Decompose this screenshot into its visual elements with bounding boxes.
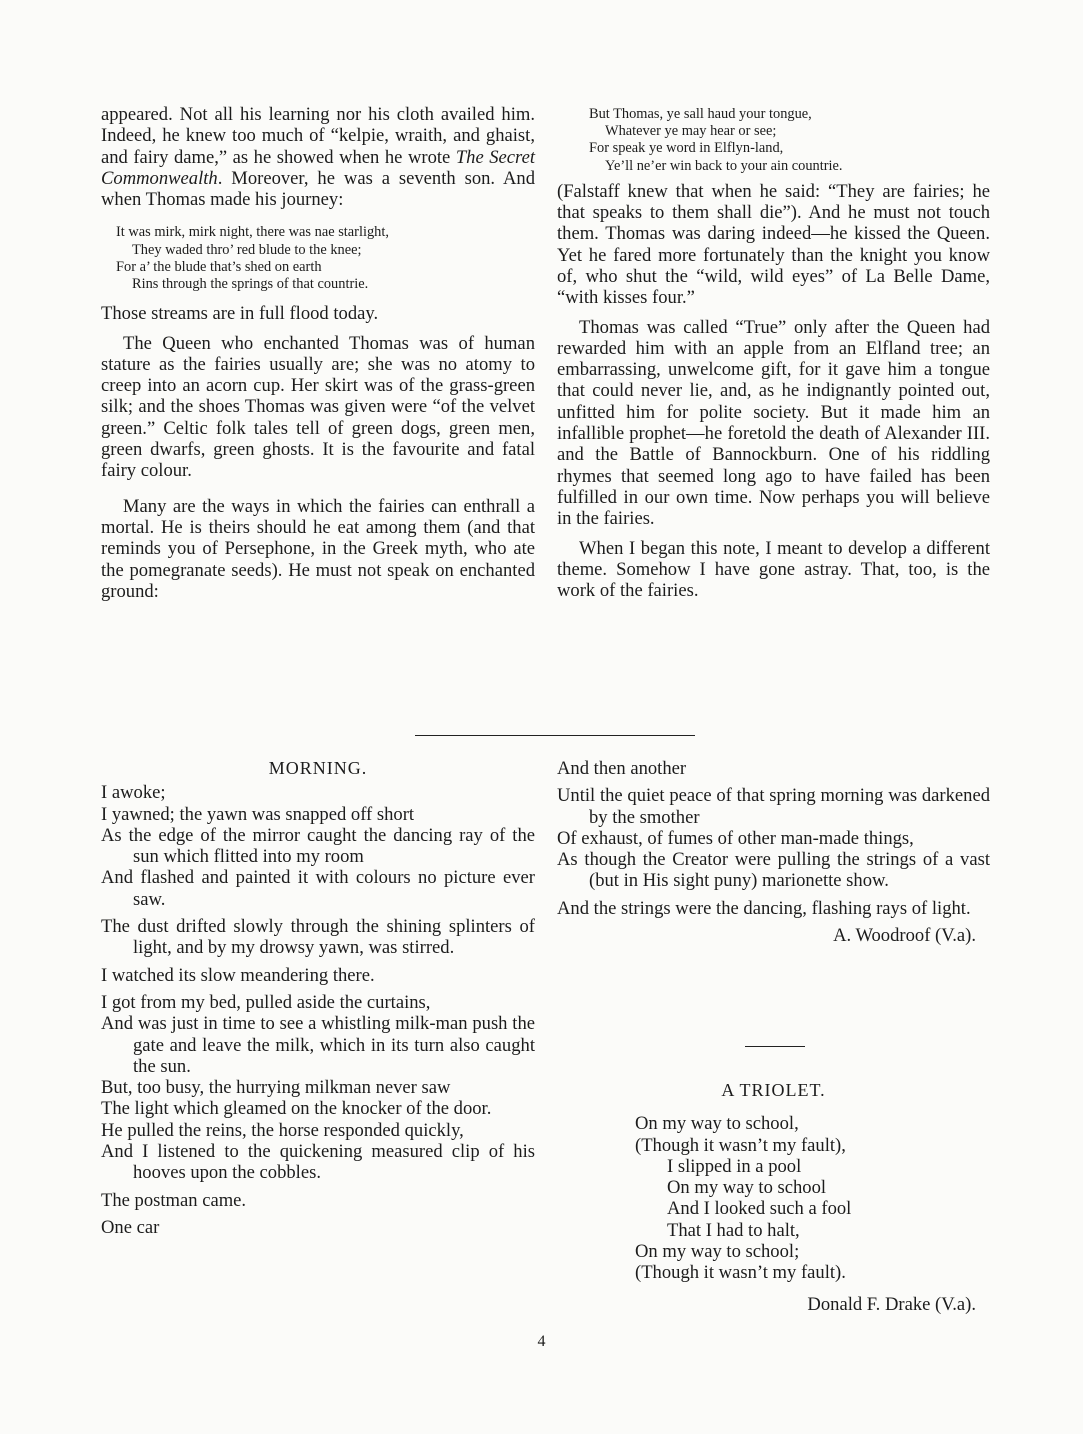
- poem-line: And then another: [557, 758, 687, 779]
- essay-left-column: [101, 104, 535, 602]
- poem-line: And flashed and painted it with colours no picture ever saw.: [101, 867, 535, 910]
- section-divider: [415, 735, 695, 736]
- poem-title: A TRIOLET.: [721, 1080, 826, 1100]
- poem-line: The light which gleamed on the knocker of the door.: [101, 1098, 492, 1120]
- poem-line: I watched its slow meandering there.: [101, 964, 375, 986]
- poem-author: A. Woodroof (V.a).: [833, 925, 976, 947]
- verse-line: For speak ye word in Elflyn-land,: [589, 140, 784, 157]
- verse-line: It was mirk, mirk night, there was nae starlight,: [116, 224, 389, 241]
- poem-line: On my way to school,: [635, 1113, 799, 1135]
- essay-paragraph: Thomas was called “True” only after the Queen had rewarded him with an apple from an Elfland tree; an embarrassing, unwelcome gift, for it gave him a tongue that could never lie, and, as he indignantly pointed out, unfitted him for polite society. But it made him an infallible prophet—he foretold the death of Alexander III. and the Battle of Bannockburn. One of his riddling rhymes that seemed long ago to have failed has been fulfilled in our own time. Now perhaps you will believe in the fairies.: [557, 316, 990, 530]
- poem-line: And was just in time to see a whistling milk-man push the gate and leave the milk, which in its turn also caught the sun.: [101, 1013, 535, 1077]
- ballad-verse: [557, 106, 990, 175]
- poem-line: The postman came.: [101, 1189, 247, 1211]
- poem-line: And I listened to the quickening measured clip of his hooves upon the cobbles.: [101, 1141, 535, 1184]
- morning-poem-left: [101, 758, 535, 1244]
- essay-paragraph: Many are the ways in which the fairies can enthrall a mortal. He is theirs should he eat among them (and that reminds you of Persephone, in the Greek myth, who ate the pomegranate seeds). He must not speak on enchanted ground:: [101, 495, 535, 602]
- verse-line: Whatever ye may hear or see;: [605, 123, 777, 140]
- poem-line: And the strings were the dancing, flashing rays of light.: [557, 897, 971, 919]
- poem-line: Until the quiet peace of that spring morning was darkened by the smother: [557, 785, 990, 828]
- poem-line: On my way to school;: [635, 1241, 800, 1263]
- page-number: 4: [537, 1333, 546, 1350]
- poem-line: But, too busy, the hurrying milkman never saw: [101, 1077, 451, 1099]
- essay-paragraph: (Falstaff knew that when he said: “They are fairies; he that speaks to them shall die”). And he must not touch them. Thomas was daring indeed—he kissed the Queen. Yet he fared more fortunately than the knight you know of, who shut the “wild, wild eyes” of La Belle Dame, “with kisses four.”: [557, 180, 990, 309]
- poem-line: One car: [101, 1216, 160, 1238]
- poem-line: I awoke;: [101, 782, 166, 804]
- poem-line: I got from my bed, pulled aside the curtains,: [101, 991, 431, 1013]
- essay-paragraph: appeared. Not all his learning nor his cloth availed him. Indeed, he knew too much of “kelpie, wraith, and ghaist, and fairy dame,” as he showed when he wrote The Secret Commonwealth. Moreover, he was a seventh son. And when Thomas made his journey:: [101, 104, 535, 211]
- verse-line: For a’ the blude that’s shed on earth: [116, 258, 322, 275]
- short-divider: [745, 1046, 805, 1047]
- poem-line: I slipped in a pool: [667, 1155, 802, 1177]
- morning-poem-right: [557, 758, 990, 946]
- poem-line: And I looked such a fool: [667, 1198, 852, 1220]
- poem-line: He pulled the reins, the horse responded quickly,: [101, 1119, 464, 1141]
- poem-line: On my way to school: [667, 1177, 827, 1199]
- verse-line: But Thomas, ye sall haud your tongue,: [589, 106, 812, 122]
- triolet-poem: [557, 1080, 990, 1315]
- verse-line: Rins through the springs of that countrie.: [132, 276, 369, 293]
- poem-title: MORNING.: [268, 758, 368, 778]
- poem-line: That I had to halt,: [667, 1219, 800, 1241]
- verse-line: They waded thro’ red blude to the knee;: [132, 241, 362, 258]
- triolet-stanza: [557, 1113, 990, 1283]
- poem-line: (Though it wasn’t my fault).: [635, 1262, 846, 1284]
- essay-right-column: [557, 106, 990, 601]
- poem-line: Of exhaust, of fumes of other man-made things,: [557, 827, 914, 849]
- poem-line: The dust drifted slowly through the shining splinters of light, and by my drowsy yawn, was stirred.: [101, 916, 535, 959]
- verse-line: Ye’ll ne’er win back to your ain countrie.: [605, 157, 843, 174]
- poem-line: I yawned; the yawn was snapped off short: [101, 803, 415, 825]
- essay-paragraph: The Queen who enchanted Thomas was of human stature as the fairies usually are; she was no atomy to creep into an acorn cup. Her skirt was of the grass-green silk; and the shoes Thomas was given were “of the velvet green.” Celtic folk tales tell of green dogs, green men, green dwarfs, green ghosts. It is the favourite and fatal fairy colour.: [101, 332, 535, 482]
- essay-paragraph: When I began this note, I meant to develop a different theme. Somehow I have gone astray. That, too, is the work of the fairies.: [557, 537, 990, 602]
- poem-line: As the edge of the mirror caught the dancing ray of the sun which flitted into my room: [101, 824, 535, 868]
- poem-line: (Though it wasn’t my fault),: [635, 1134, 846, 1156]
- essay-paragraph: Those streams are in full flood today.: [101, 303, 379, 325]
- ballad-verse: [101, 224, 535, 293]
- poem-line: As though the Creator were pulling the strings of a vast (but in His sight puny) marionette show.: [557, 849, 990, 892]
- poem-author: Donald F. Drake (V.a).: [807, 1293, 976, 1315]
